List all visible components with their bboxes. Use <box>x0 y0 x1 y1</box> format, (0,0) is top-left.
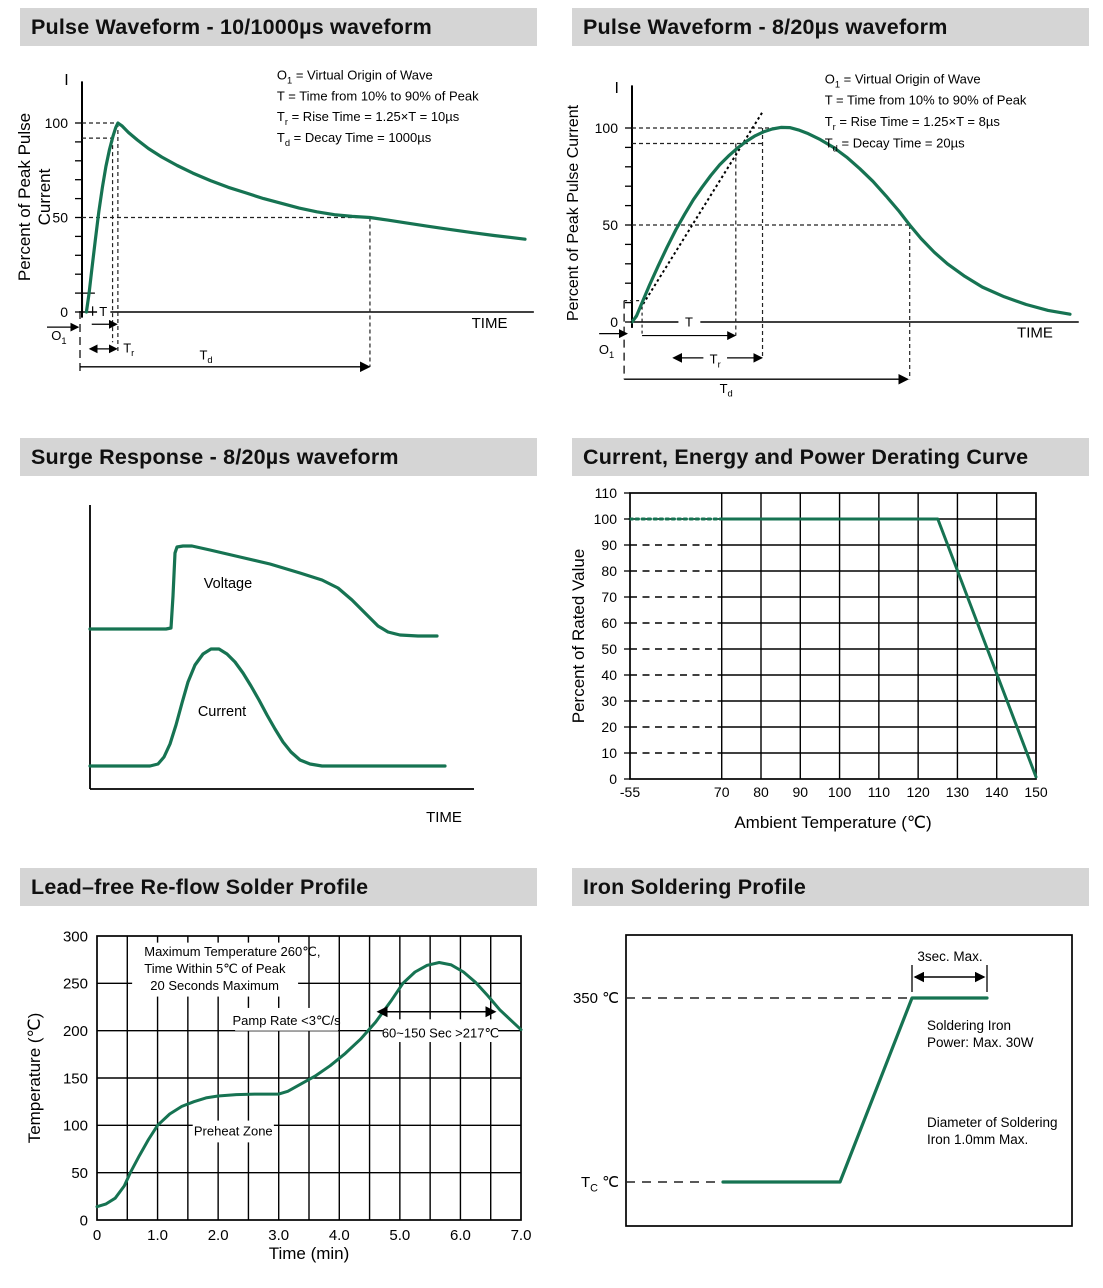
chart-title: Iron Soldering Profile <box>583 874 807 899</box>
chart-title-bar <box>572 438 1089 476</box>
pulse-10-1000-chart <box>0 46 551 430</box>
svg-text:5.0: 5.0 <box>389 1227 411 1244</box>
svg-text:Tr: $T_r$ <box>709 351 721 370</box>
svg-text:TIME: TIME <box>471 315 508 333</box>
svg-text:Preheat Zone: Preheat Zone <box>193 1123 273 1139</box>
svg-text:100: 100 <box>44 114 68 131</box>
svg-text:50: 50 <box>52 209 68 226</box>
svg-text:90: 90 <box>601 536 617 553</box>
svg-text:Tr = Rise Time = 1.25×T = 10µs: $T_r$ = Rise Time = 1.25×T = 10µs <box>276 109 460 128</box>
svg-text:110: 110 <box>867 784 891 800</box>
svg-text:60~150 Sec >217℃: 60~150 Sec >217℃ <box>381 1025 500 1041</box>
reflow-profile-chart <box>0 906 551 1288</box>
svg-text:Td: $T_d$ <box>719 380 733 399</box>
svg-text:Tr: $T_r$ <box>123 340 135 359</box>
svg-text:120: 120 <box>906 784 930 800</box>
svg-text:Td: $T_d$ <box>199 347 213 366</box>
svg-text:Pamp Rate <3℃/s: Pamp Rate <3℃/s <box>232 1012 341 1028</box>
panel-derating-curve <box>551 430 1103 860</box>
svg-text:2.0: 2.0 <box>207 1227 229 1244</box>
svg-text:0: 0 <box>92 1227 102 1244</box>
panel-surge-response <box>0 430 551 860</box>
svg-text:Temperature (℃): Temperature (℃) <box>25 1012 44 1144</box>
svg-text:150: 150 <box>1024 784 1048 800</box>
svg-text:0: 0 <box>60 303 68 320</box>
svg-text:40: 40 <box>601 666 617 683</box>
svg-text:Percent of Peak Pulse Current: Percent of Peak Pulse Current <box>565 104 582 322</box>
svg-text:3sec. Max.: 3sec. Max. <box>917 949 983 964</box>
svg-text:20: 20 <box>601 718 617 735</box>
svg-text:100: 100 <box>594 119 618 136</box>
svg-text:T = Time from 10% to 90% of Pe: T = Time from 10% to 90% of Peak <box>824 92 1027 108</box>
svg-text:110: 110 <box>594 484 617 501</box>
svg-text:Tr = Rise Time = 1.25×T = 8µs: $T_r$ = Rise Time = 1.25×T = 8µs <box>824 114 1000 132</box>
svg-text:O1: $O_1$ <box>598 342 615 360</box>
svg-text:Iron 1.0mm Max.: Iron 1.0mm Max. <box>927 1132 1029 1147</box>
svg-text:Current: Current <box>197 704 247 720</box>
svg-text:Td = Decay Time = 20µs: $T_d$ = Decay Time = 20µs <box>824 135 965 154</box>
svg-text:80: 80 <box>601 562 617 579</box>
svg-text:O1 = Virtual Origin of Wave: $O_1$ = Virtual Origin of Wave <box>276 67 433 86</box>
svg-text:I: I <box>64 72 69 90</box>
svg-text:90: 90 <box>792 784 809 800</box>
svg-text:TC ℃: $T_C$ ℃ <box>581 1174 619 1195</box>
surge-response-chart <box>0 476 551 860</box>
pulse-8-20-chart <box>551 46 1103 430</box>
chart-title: Pulse Waveform - 10/1000µs waveform <box>31 14 432 39</box>
svg-text:50: 50 <box>601 640 617 657</box>
svg-text:O1 = Virtual Origin of Wave: $O_1$ = Virtual Origin of Wave <box>824 71 981 90</box>
svg-text:Td = Decay Time = 1000µs: $T_d$ = Decay Time = 1000µs <box>276 129 432 148</box>
chart-title-bar <box>572 868 1089 906</box>
svg-text:50: 50 <box>602 216 618 233</box>
svg-text:Power: Max. 30W: Power: Max. 30W <box>927 1035 1034 1050</box>
svg-text:Percent of Rated Value: Percent of Rated Value <box>569 548 588 724</box>
svg-text:Time (min): Time (min) <box>268 1244 350 1263</box>
panel-reflow-profile <box>0 860 551 1288</box>
svg-text:80: 80 <box>753 784 769 800</box>
svg-text:I: I <box>614 80 619 98</box>
svg-text:250: 250 <box>62 975 88 993</box>
derating-curve-chart <box>551 476 1103 860</box>
chart-title: Current, Energy and Power Derating Curve <box>583 444 1029 469</box>
chart-title: Pulse Waveform - 8/20µs waveform <box>583 14 948 39</box>
svg-text:20 Seconds Maximum: 20 Seconds Maximum <box>150 977 279 993</box>
svg-text:Voltage: Voltage <box>203 576 253 592</box>
svg-text:O1: $O_1$ <box>51 327 67 346</box>
svg-text:Ambient Temperature (℃): Ambient Temperature (℃) <box>734 813 932 832</box>
svg-text:70: 70 <box>601 588 617 605</box>
svg-text:3.0: 3.0 <box>268 1227 290 1244</box>
svg-text:350 ℃: 350 ℃ <box>572 990 619 1007</box>
svg-text:200: 200 <box>62 1022 88 1040</box>
svg-text:0: 0 <box>610 313 618 330</box>
svg-text:150: 150 <box>62 1070 88 1088</box>
svg-text:100: 100 <box>827 784 852 800</box>
svg-text:Current: Current <box>35 168 54 226</box>
svg-text:130: 130 <box>945 784 970 800</box>
svg-text:Diameter of Soldering: Diameter of Soldering <box>927 1115 1058 1130</box>
chart-row-3 <box>0 860 1103 1288</box>
svg-text:100: 100 <box>593 510 617 527</box>
svg-text:50: 50 <box>71 1164 88 1182</box>
svg-text:Maximum Temperature 260℃,: Maximum Temperature 260℃, <box>144 943 321 959</box>
chart-row-2 <box>0 430 1103 860</box>
iron-soldering-chart <box>551 906 1103 1288</box>
svg-text:10: 10 <box>601 744 617 761</box>
svg-text:T = Time from 10% to 90% of Pe: T = Time from 10% to 90% of Peak <box>276 88 479 104</box>
svg-text:60: 60 <box>601 614 617 631</box>
svg-text:Soldering Iron: Soldering Iron <box>927 1018 1012 1033</box>
svg-text:70: 70 <box>713 784 730 800</box>
svg-text:6.0: 6.0 <box>449 1227 471 1244</box>
svg-text:7.0: 7.0 <box>510 1227 532 1244</box>
svg-text:1.0: 1.0 <box>147 1227 169 1244</box>
chart-title: Surge Response - 8/20µs waveform <box>31 444 399 469</box>
svg-text:-55: -55 <box>619 784 641 800</box>
chart-title-bar <box>572 8 1089 46</box>
svg-text:30: 30 <box>601 692 617 709</box>
chart-row-1 <box>0 0 1103 430</box>
panel-iron-soldering <box>551 860 1103 1288</box>
panel-pulse-8-20 <box>551 0 1103 430</box>
svg-text:100: 100 <box>62 1117 88 1135</box>
svg-text:Time Within 5℃ of Peak: Time Within 5℃ of Peak <box>144 960 286 976</box>
chart-title: Lead–free Re-flow Solder Profile <box>31 874 369 899</box>
panel-pulse-10-1000 <box>0 0 551 430</box>
svg-text:TIME: TIME <box>1017 324 1053 342</box>
svg-text:300: 300 <box>62 928 88 946</box>
chart-title-bar <box>20 438 537 476</box>
svg-text:0: 0 <box>79 1212 88 1230</box>
svg-text:T: T <box>684 314 693 330</box>
chart-title-bar <box>20 8 537 46</box>
svg-text:T: T <box>99 304 108 320</box>
svg-text:0: 0 <box>609 770 617 787</box>
chart-title-bar <box>20 868 537 906</box>
svg-text:4.0: 4.0 <box>328 1227 350 1244</box>
svg-text:TIME: TIME <box>426 809 462 826</box>
svg-text:Percent of Peak Pulse: Percent of Peak Pulse <box>15 112 34 282</box>
svg-text:140: 140 <box>985 784 1009 800</box>
